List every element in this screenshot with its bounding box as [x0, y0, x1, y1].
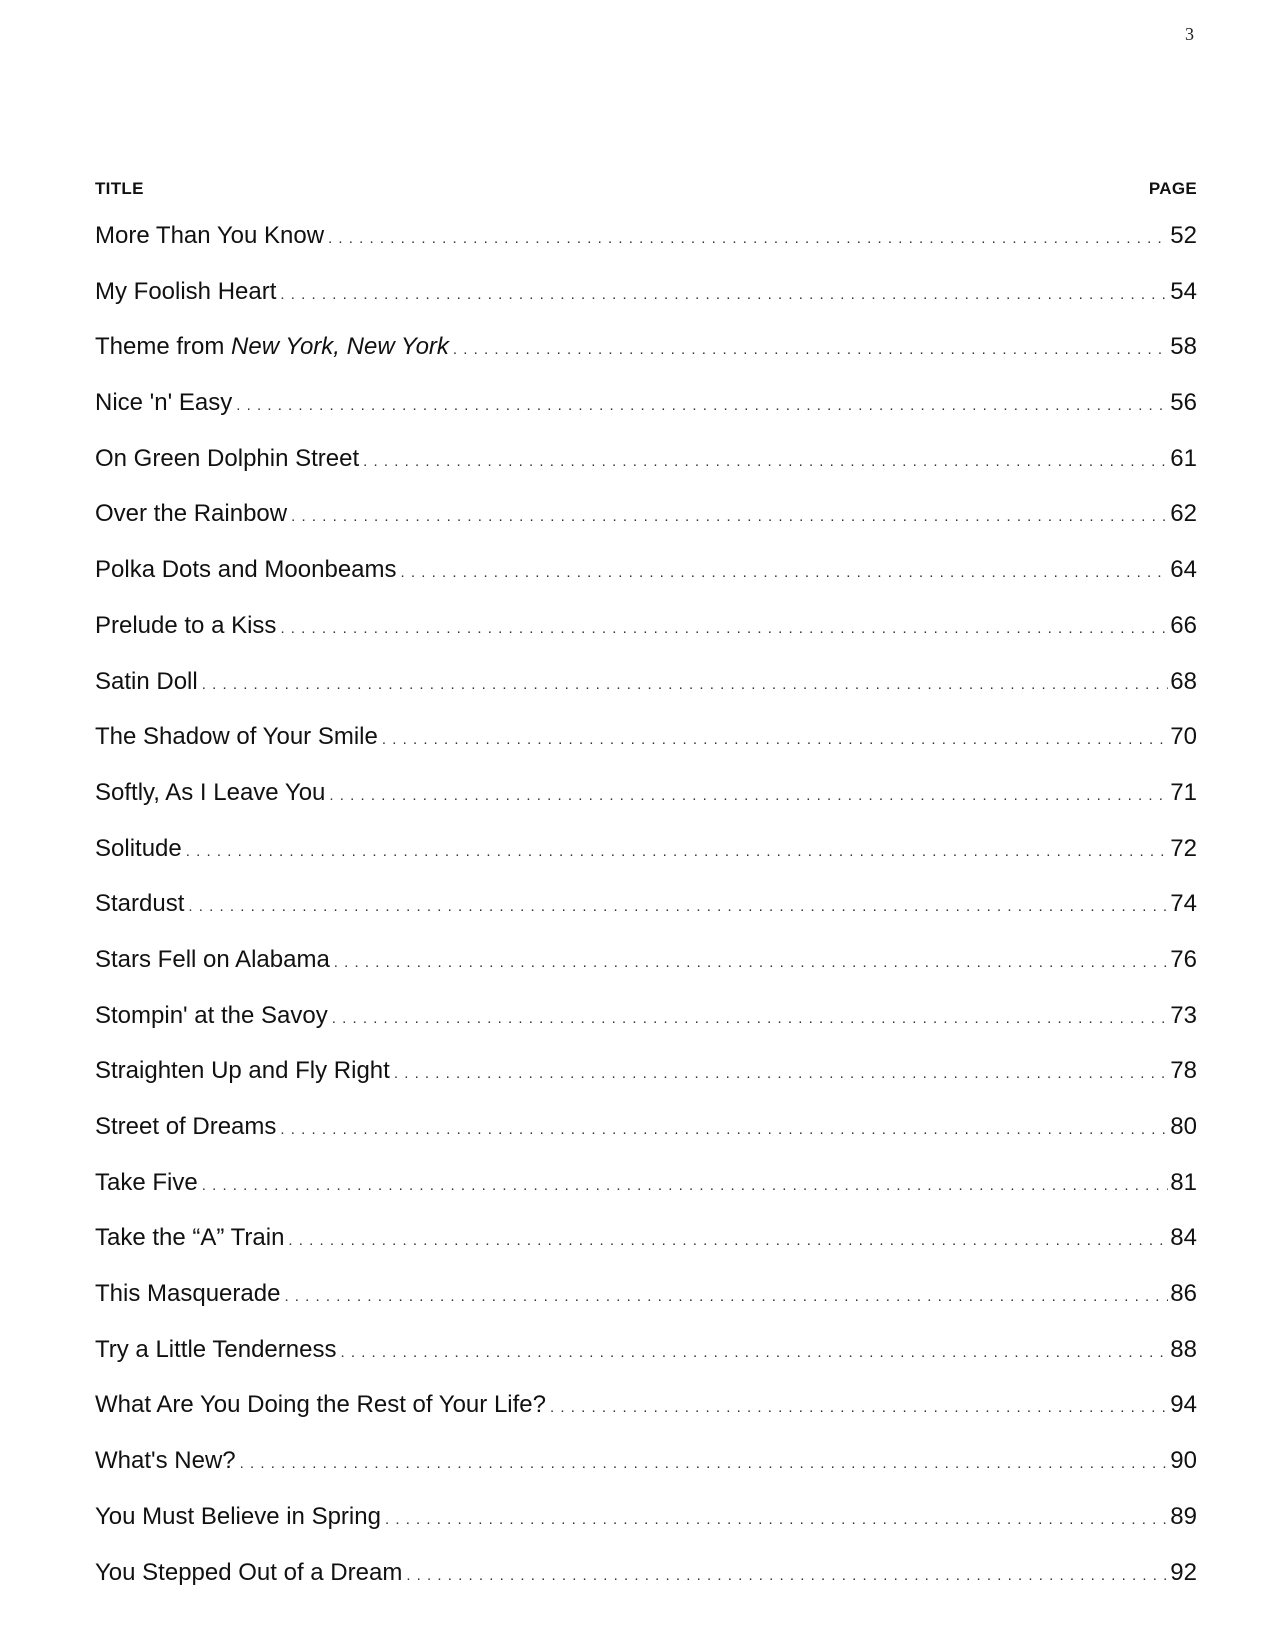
toc-entry-page: 88 [1170, 1335, 1197, 1363]
dot-leader [280, 601, 1168, 657]
toc-entry-page: 84 [1170, 1224, 1197, 1252]
toc-entry-page: 86 [1170, 1280, 1197, 1308]
toc-entry-title: You Stepped Out of a Dream [95, 1558, 403, 1586]
dot-leader [332, 991, 1169, 1047]
toc-entry-title: Nice 'n' Easy [95, 389, 233, 417]
toc-entry-title: On Green Dolphin Street [95, 444, 360, 472]
toc-entry [95, 208, 1197, 264]
toc-entry-title: What Are You Doing the Rest of Your Life? [95, 1391, 546, 1419]
toc-entry-title: Softly, As I Leave You [95, 778, 326, 806]
toc-entry-page: 58 [1170, 333, 1197, 361]
toc-entry [95, 1545, 1197, 1601]
dot-leader [340, 1325, 1168, 1381]
toc-entry [95, 654, 1197, 710]
toc-entry-title: Stardust [95, 890, 185, 918]
toc-entry-page: 81 [1170, 1168, 1197, 1196]
toc-entry-title-italic: New York, New York [231, 333, 449, 361]
toc-entry-page: 61 [1170, 444, 1197, 472]
dot-leader [291, 489, 1168, 545]
dot-leader [550, 1380, 1168, 1436]
toc-entry [95, 264, 1197, 320]
toc-entry-page: 78 [1170, 1057, 1197, 1085]
toc-entry-page: 92 [1170, 1558, 1197, 1586]
toc-entry-page: 72 [1170, 834, 1197, 862]
toc-entry-title: Stompin' at the Savoy [95, 1001, 328, 1029]
toc-entry [95, 988, 1197, 1044]
toc-entry [95, 1043, 1197, 1099]
toc-entry-title: Satin Doll [95, 667, 198, 695]
toc-entry-title: Try a Little Tenderness [95, 1335, 337, 1363]
toc-header [95, 176, 1197, 202]
toc-entry [95, 1433, 1197, 1489]
toc-entry-page: 74 [1170, 890, 1197, 918]
dot-leader [280, 1102, 1168, 1158]
page-column-header: PAGE [1148, 179, 1197, 198]
toc-entry [95, 1489, 1197, 1545]
toc-entry-page: 89 [1170, 1502, 1197, 1530]
dot-leader [288, 1213, 1168, 1269]
toc-entry-title: The Shadow of Your Smile [95, 723, 378, 751]
toc-entry-page: 80 [1170, 1113, 1197, 1140]
dot-leader [236, 378, 1168, 434]
toc-entry-title: This Masquerade [95, 1280, 281, 1308]
toc-entry-title: Prelude to a Kiss [95, 611, 277, 639]
toc-entry-page: 62 [1170, 500, 1197, 528]
toc-entry [95, 1377, 1197, 1433]
toc-entry-title: More Than You Know [95, 222, 325, 249]
dot-leader [328, 211, 1168, 267]
toc-entry [95, 431, 1197, 487]
toc-entry [95, 1266, 1197, 1322]
toc-entry-page: 94 [1170, 1391, 1197, 1419]
toc-entry-page: 90 [1170, 1447, 1197, 1475]
dot-leader [284, 1269, 1168, 1325]
toc-entry-title: Over the Rainbow [95, 500, 288, 528]
toc-entry-title [95, 319, 449, 375]
toc-entry [95, 1099, 1197, 1155]
toc-entry-page: 70 [1170, 723, 1197, 751]
dot-leader [385, 1492, 1168, 1548]
toc-entry-page: 68 [1170, 667, 1197, 695]
toc-entry-title: Take the “A” Train [95, 1224, 285, 1252]
dot-leader [188, 879, 1168, 935]
toc-entry [95, 821, 1197, 877]
dot-leader [401, 545, 1169, 601]
dot-leader [240, 1436, 1169, 1492]
dot-leader [186, 824, 1169, 880]
toc-entry-title: Solitude [95, 834, 182, 862]
title-column-header: TITLE [95, 179, 144, 198]
table-of-contents [95, 176, 1197, 1600]
dot-leader [329, 768, 1168, 824]
toc-entry [95, 1155, 1197, 1211]
dot-leader [394, 1046, 1168, 1102]
toc-entry [95, 709, 1197, 765]
toc-entry-title: Polka Dots and Moonbeams [95, 556, 397, 584]
toc-entry-page: 76 [1170, 945, 1197, 973]
dot-leader [382, 712, 1168, 768]
toc-entry-title: Street of Dreams [95, 1113, 277, 1140]
toc-entry-page: 73 [1170, 1001, 1197, 1029]
toc-entry [95, 319, 1197, 375]
toc-entry-page: 56 [1170, 389, 1197, 417]
page-number: 3 [1185, 24, 1194, 44]
toc-entry [95, 486, 1197, 542]
toc-entry-title: What's New? [95, 1447, 236, 1475]
toc-entry-page: 64 [1170, 556, 1197, 584]
dot-leader [280, 267, 1168, 323]
toc-entry-page: 66 [1170, 611, 1197, 639]
toc-entry-page: 52 [1170, 222, 1197, 249]
toc-entry-page: 71 [1170, 778, 1197, 806]
toc-entry [95, 542, 1197, 598]
toc-entry-title-prefix: Theme from [95, 333, 232, 361]
toc-entry [95, 1210, 1197, 1266]
toc-entry-title: My Foolish Heart [95, 277, 277, 305]
dot-leader [453, 322, 1168, 378]
dot-leader [406, 1548, 1168, 1604]
toc-entry-title: Take Five [95, 1168, 198, 1196]
dot-leader [202, 657, 1169, 713]
toc-entry-title: Stars Fell on Alabama [95, 945, 330, 973]
dot-leader [202, 1158, 1169, 1214]
toc-entry-title: You Must Believe in Spring [95, 1502, 381, 1530]
toc-entry [95, 932, 1197, 988]
toc-entry-title: Straighten Up and Fly Right [95, 1057, 390, 1085]
toc-entry [95, 876, 1197, 932]
toc-entry-page: 54 [1170, 277, 1197, 305]
dot-leader [334, 935, 1169, 991]
toc-entry [95, 598, 1197, 654]
toc-entry [95, 375, 1197, 431]
dot-leader [363, 434, 1168, 490]
toc-list [95, 208, 1197, 1600]
toc-entry [95, 1322, 1197, 1378]
toc-entry [95, 765, 1197, 821]
